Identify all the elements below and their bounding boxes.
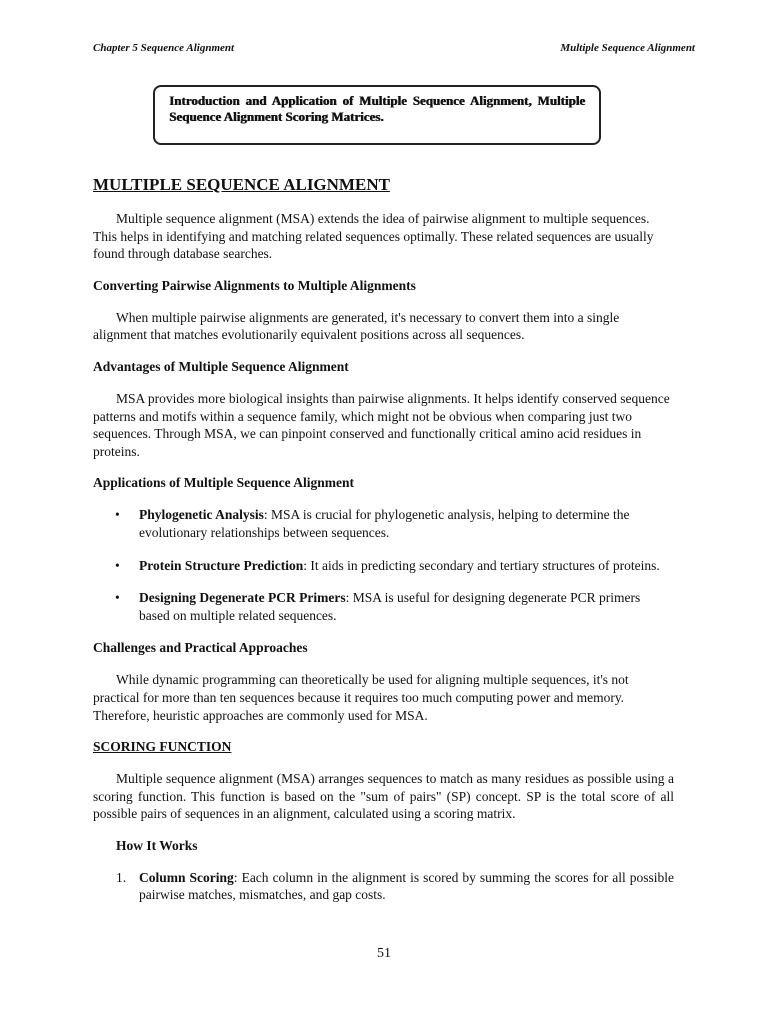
- page-number: 51: [377, 946, 391, 961]
- applications-heading: Applications of Multiple Sequence Alignment: [93, 475, 355, 491]
- converting-heading: Converting Pairwise Alignments to Multiple Alignments: [93, 277, 416, 293]
- list-item-term: Column Scoring: [139, 869, 234, 885]
- advantages-heading: Advantages of Multiple Sequence Alignment: [93, 358, 349, 374]
- page-body: [93, 174, 674, 904]
- advantages-paragraph: MSA provides more biological insights than pairwise alignments. It helps identify conserved sequence patterns and motifs within a sequence family, which might not be obvious when comparing just two sequences. Through MSA, we can pinpoint conserved and functionally critical amino acid residues in proteins.: [93, 390, 670, 459]
- list-item-desc: : MSA is crucial for phylogenetic analysis, helping to determine the evolutionary relationships between sequences.: [139, 507, 630, 540]
- bullet-icon: •: [115, 557, 120, 573]
- steps-list: [93, 869, 674, 904]
- bullet-icon: •: [115, 590, 120, 606]
- step-number: 1.: [116, 869, 127, 885]
- list-item: [93, 557, 674, 575]
- converting-paragraph: When multiple pairwise alignments are generated, it's necessary to convert them into a single alignment that matches evolutionarily equivalent positions across all sequences.: [93, 309, 620, 343]
- intro-paragraph: Multiple sequence alignment (MSA) extends the idea of pairwise alignment to multiple sequences. This helps in identifying and matching related sequences optimally. These related sequences are usually found through database searches.: [93, 211, 654, 262]
- challenges-paragraph: While dynamic programming can theoretically be used for aligning multiple sequences, it's not practical for more than ten sequences because it requires too much computing power and memory. Therefore, heuristic approaches are commonly used for MSA.: [93, 672, 629, 723]
- list-item: [93, 589, 674, 624]
- list-item-desc: : MSA is useful for designing degenerate PCR primers based on multiple related sequences.: [139, 590, 641, 623]
- running-header-section: Multiple Sequence Alignment: [560, 42, 695, 54]
- challenges-heading: Challenges and Practical Approaches: [93, 640, 308, 656]
- list-item-term: Phylogenetic Analysis: [139, 507, 264, 523]
- list-item-term: Designing Degenerate PCR Primers: [139, 590, 346, 606]
- how-it-works-heading: How It Works: [116, 837, 198, 853]
- bullet-icon: •: [115, 507, 120, 523]
- applications-list: [93, 506, 674, 624]
- scoring-heading: SCORING FUNCTION: [93, 739, 232, 755]
- scoring-paragraph: Multiple sequence alignment (MSA) arranges sequences to match as many residues as possible using a scoring function. This function is based on the "sum of pairs" (SP) concept. SP is the total score of all possible pairs of sequences in an alignment, calculated using a scoring matrix.: [93, 771, 674, 822]
- list-item-desc: : It aids in predicting secondary and tertiary structures of proteins.: [303, 557, 660, 573]
- list-item: [93, 506, 674, 541]
- page-title: MULTIPLE SEQUENCE ALIGNMENT: [93, 175, 390, 194]
- list-item-term: Protein Structure Prediction: [139, 557, 304, 573]
- running-header-chapter: Chapter 5 Sequence Alignment: [93, 42, 235, 54]
- list-item: [93, 869, 674, 904]
- topic-box: Introduction and Application of Multiple Sequence Alignment, Multiple Sequence Alignment Scoring Matrices.: [153, 85, 601, 145]
- list-item-desc: : Each column in the alignment is scored by summing the scores for all possible pairwise matches, mismatches, and gap costs.: [139, 869, 675, 903]
